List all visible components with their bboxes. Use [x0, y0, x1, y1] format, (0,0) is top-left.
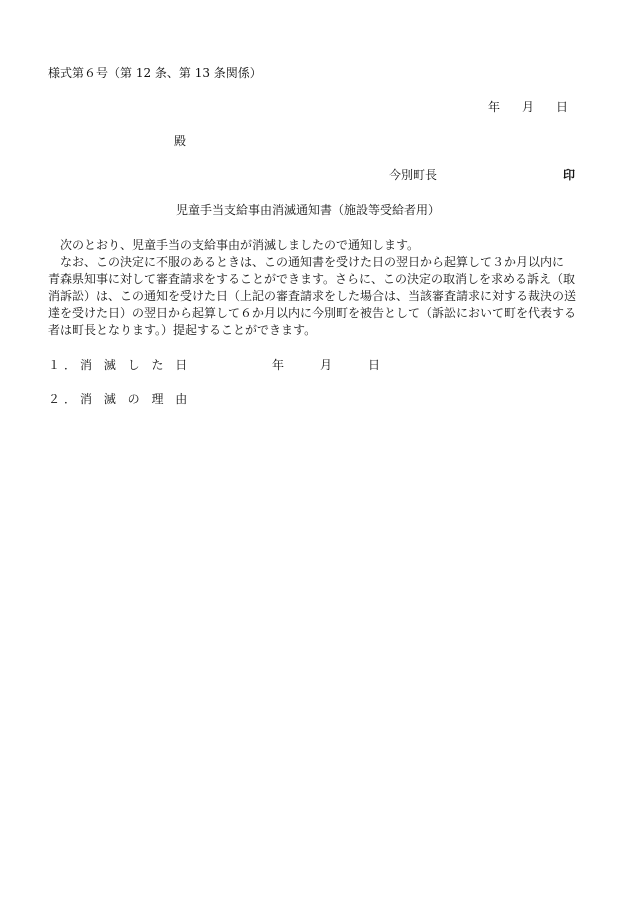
item1-day: 日: [368, 358, 381, 372]
issuer-name: 今別町長: [389, 168, 438, 182]
body-line: 次のとおり、児童手当の支給事由が消滅しましたので通知します。: [60, 238, 420, 252]
issue-date-year: 年: [488, 100, 501, 114]
body-line: 消訴訟）は、この通知を受けた日（上記の審査請求をした場合は、当該審査請求に対する裁決の送: [48, 289, 577, 303]
item1-month: 月: [320, 358, 333, 372]
item1-date: [272, 359, 380, 371]
notice-body: [48, 237, 588, 339]
item1-year: 年: [272, 358, 285, 372]
body-line: なお、この決定に不服のあるときは、この通知書を受けた日の翌日から起算して３か月以内に: [60, 255, 565, 269]
seal-mark: 印: [563, 168, 576, 182]
issue-date-month: 月: [522, 100, 535, 114]
item1-label: １．消 滅 し た 日: [48, 358, 192, 372]
issue-date-day: 日: [556, 100, 569, 114]
item2-label: ２．消 滅 の 理 由: [48, 392, 192, 406]
form-number: 様式第６号（第 12 条、第 13 条関係）: [48, 66, 262, 80]
addressee-suffix: 殿: [174, 134, 187, 148]
issue-date: [488, 101, 568, 113]
body-line: 者は町長となります。）提起することができます。: [48, 323, 317, 337]
body-line: 達を受けた日）の翌日から起算して６か月以内に今別町を被告として（訴訟において町を代表する: [48, 306, 577, 320]
body-line: 青森県知事に対して審査請求をすることができます。さらに、この決定の取消しを求める訴え（取: [48, 272, 576, 286]
document-title: 児童手当支給事由消滅通知書（施設等受給者用）: [176, 203, 441, 217]
